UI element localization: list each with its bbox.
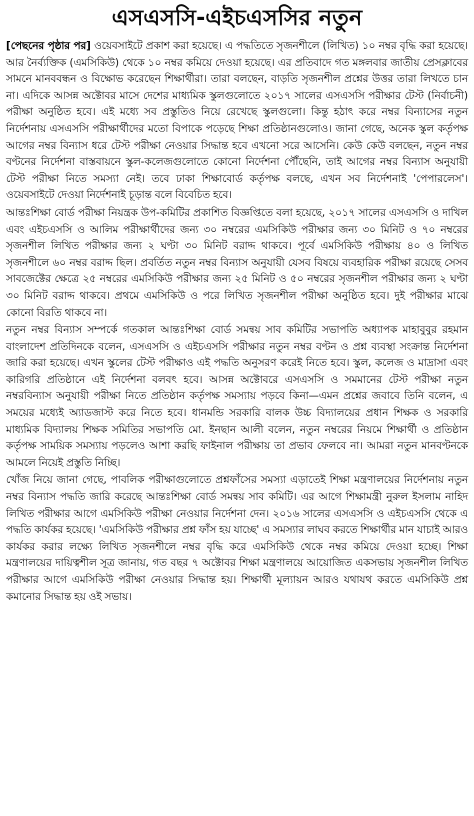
article-paragraph-2: আন্তঃশিক্ষা বোর্ড পরীক্ষা নিয়ন্ত্রক উপ-কমিটির প্রকাশিত বিজ্ঞপ্তিতে বলা হয়েছে, ২০১৭ সালের এসএসসি ও দাখিল এবং এইচএসসি ও আলিম পরীক্ষার্থীদের জন্য ৩০ নম্বরের এমসিকিউ পরীক্ষার জন্য ৩০ মিনিট ও ৭০ নম্বরের সৃজনশীল লিখিত পরীক্ষার জন্য ২ ঘণ্টা ৩০ মিনিট বরাদ্দ থাকবে। পূর্বে এমসিকিউ পরীক্ষায় ৪০ ও লিখিত সৃজনশীলে ৬০ নম্বর বরাদ্দ ছিল। প্রবর্তিত নতুন নম্বর বিন্যাস অনুযায়ী যেসব বিষয়ে ব্যবহারিক পরীক্ষা রয়েছে সেসব সাবজেক্টের ক্ষেত্রে ২৫ নম্বরের এমসিকিউ পরীক্ষার জন্য ২৫ মিনিট ও ৫০ নম্বরের সৃজনশীল পরীক্ষার জন্য ২ ঘণ্টা ৩০ মিনিট বরাদ্দ থাকবে। প্রথমে এমসিকিউ ও পরে লিখিত সৃজনশীল পরীক্ষা অনুষ্ঠিত হবে। দুই পরীক্ষার মাঝে কোনো বিরতি থাকবে না। [6,206,468,319]
continued-from-label: [পেছনের পৃষ্ঠার পর] [6,40,91,52]
article-headline: এসএসসি-এইচএসসির নতুন [111,6,363,31]
article-paragraph-1 [6,38,468,204]
article-paragraph-4: খোঁজ নিয়ে জানা গেছে, পাবলিক পরীক্ষাগুলোতে প্রশ্নফাঁসের সমস্যা এড়াতেই শিক্ষা মন্ত্রণালয়ের নির্দেশনায় নতুন নম্বর বিন্যাস পদ্ধতি জারি করেছে আন্তঃশিক্ষা বোর্ড সমন্বয় সাব কমিটি। এর আগে শিক্ষামন্ত্রী নুরুল ইসলাম নাহিদ লিখিত পরীক্ষার আগে এমসিকিউ পরীক্ষা নেওয়ার নির্দেশনা দেন। ২০১৬ সালের এসএসসি ও এইচএসসি থেকে এ পদ্ধতি কার্যকর হয়েছে। 'এমসিকিউ পরীক্ষার প্রশ্ন ফাঁস হয় যাচ্ছে' এ সমস্যার লাঘব করতে শিক্ষার্থীর মান যাচাই আরও কার্যকর করার লক্ষ্যে লিখিত সৃজনশীলে নম্বর বৃদ্ধি করে এমসিকিউ থেকে নম্বর কমিয়ে দেওয়া হচ্ছে। শিক্ষা মন্ত্রণালয়ের দায়িত্বশীল সূত্র জানায়, গত বছর ৭ অক্টোবর শিক্ষা মন্ত্রণালয়ে আয়োজিত একসভায় সৃজনশীল লিখিত পরীক্ষার আগে এমসিকিউ পরীক্ষা নেওয়ার সিদ্ধান্ত হয়। শিক্ষার্থী মূল্যায়ন আরও যথাযথ করতে এমসিকিউ প্রশ্ন কমানোর সিদ্ধান্ত হয় ওই সভায়। [6,474,468,603]
article-paragraph-3: নতুন নম্বর বিন্যাস সম্পর্কে গতকাল আন্তঃশিক্ষা বোর্ড সমন্বয় সাব কমিটির সভাপতি অধ্যাপক মাহাবুবুর রহমান বাংলাদেশ প্রতিদিনকে বলেন, এসএসসি ও এইচএসসি পরীক্ষার নতুন নম্বর বণ্টন ও প্রশ্ন ব্যবস্থা সংক্রান্ত নির্দেশনা জারি করা হয়েছে। এখন স্কুলের টেস্ট পরীক্ষাও এই পদ্ধতি অনুসরণ করেই নিতে হবে। স্কুল, কলেজ ও মাদ্রাসা এবং কারিগরি প্রতিষ্ঠানে এই নির্দেশনা বলবৎ হবে। আসন্ন অক্টোবরে এসএসসি ও সমমানের টেস্ট পরীক্ষা নতুন নম্বরবিন্যাস অনুযায়ী পরীক্ষা নিতে প্রতিষ্ঠান কর্তৃপক্ষ সমস্যায় পড়বে কিনা—এমন প্রশ্নের জবাবে তিনি বলেন, এ সময়ের মধ্যেই অ্যাডজাস্ট করে নিতে হবে। ধানমন্ডি সরকারি বালক উচ্চ বিদ্যালয়ের প্রধান শিক্ষক ও সরকারি মাধ্যমিক বিদ্যালয় শিক্ষক সমিতির সভাপতি মো. ইনছান আলী বলেন, নতুন নম্বরের নিয়মে শিক্ষার্থী ও প্রতিষ্ঠান কর্তৃপক্ষ সাময়িক সমস্যায় পড়লেও আশা করছি ফাইনাল পরীক্ষায় তা প্রভাব ফেলবে না। আমরা নতুন মানবণ্টনকে আমলে নিয়েই প্রস্তুতি নিচ্ছি। [6,324,468,469]
paragraph-1-text: ওয়েবসাইটে প্রকাশ করা হয়েছে। এ পদ্ধতিতে সৃজনশীলে (লিখিত) ১০ নম্বর বৃদ্ধি করা হয়েছে। আর নৈর্ব্যক্তিক (এমসিকিউ) থেকে ১০ নম্বর কমিয়ে দেওয়া হয়েছে। এর প্রতিবাদে গত মঙ্গলবার জাতীয় প্রেসক্লাবের সামনে মানববন্ধন ও বিক্ষোভ করেছেন শিক্ষার্থীরা। তারা বলছেন, বাড়তি সৃজনশীল প্রশ্নের উত্তর তারা লিখতে চান না। এদিকে আসন্ন অক্টোবর মাসে দেশের মাধ্যমিক স্কুলগুলোতে ২০১৭ সালের এসএসসি পরীক্ষার টেস্ট (নির্বাচনী) পরীক্ষা অনুষ্ঠিত হবে। এই মধ্যে সব প্রস্তুতিও নিয়ে রেখেছে স্কুলগুলো। কিন্তু হঠাৎ করে নম্বর বিন্যাসের নতুন নির্দেশনায় এসএসসি পরীক্ষার্থীদের মতো বিপাকে পড়েছে শিক্ষা প্রতিষ্ঠানগুলোও। জানা গেছে, অনেক স্কুল কর্তৃপক্ষ আগের নম্বর বিন্যাস ধরে টেস্ট পরীক্ষা নেওয়ার সিদ্ধান্ত হবে এখনো সরে আসেনি। কেউ কেউ বলছেন, নতুন নম্বর বণ্টনের নির্দেশনা বাস্তবায়নে স্কুল-কলেজগুলোতে কোনো নির্দেশনা পৌঁছেনি, তাই আগের নম্বর বিন্যাস অনুযায়ী টেস্ট পরীক্ষা নিতে সমস্যা নেই। তবে ঢাকা শিক্ষাবোর্ড কর্তৃপক্ষ বলছে, এখন সব নির্দেশনাই 'পেপারলেস'। ওয়েবসাইটে দেওয়া নির্দেশনাই চূড়ান্ত বলে বিবেচিত হবে। [6,40,468,202]
